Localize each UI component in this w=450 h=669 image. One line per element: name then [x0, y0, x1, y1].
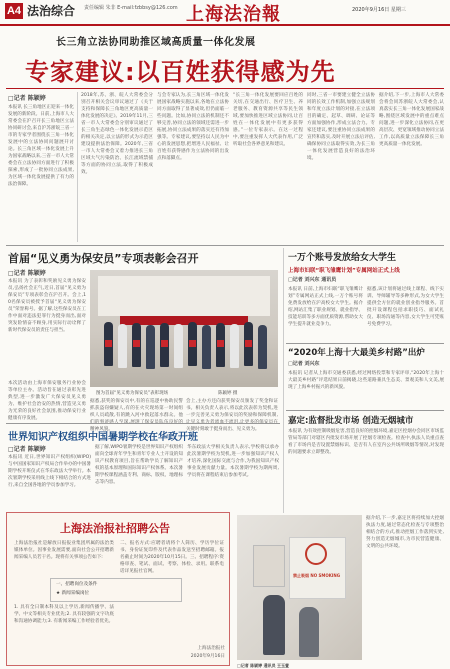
ip-byline: □记者 陈颖婷: [8, 446, 46, 453]
person-figure: [146, 325, 155, 369]
section-name: 法治综合: [27, 4, 76, 18]
certificate-icon: [217, 340, 224, 347]
ip-headline: 世界知识产权组织中国暑期学校在华政开班: [8, 432, 198, 443]
village-byline: □记者 刘兴东: [288, 361, 320, 367]
section-divider: [286, 343, 444, 344]
volunteer-photo-caption: 图为首届“见义勇为保安员”表彰现场: [96, 391, 169, 396]
certificate-icon: [133, 340, 140, 347]
lead-col-5: 同时,三省一市要建立健全立法协同的长效工作机制,加强立法规划和年度立法计划的对接,在立法项目的确定、起草、调研、论证等方面加强协作,形成立法合力。专家还建议,要注重协同立法成果的宣传和落实,及时开展立法后评估,确保协同立法取得实效,为长三角一体化发展营造良好的法治环境。: [307, 93, 375, 161]
photo-backdrop: [98, 276, 270, 316]
ip-col-2: 据了解,WIPO暑期学校是世界知识产权组织面向全球青年学生和青年专业人士开设的知识产权教育项目,旨在帮助学员了解知识产权的基本原理和国际知识产权体系。本次暑期学校课程涵盖专利、商标、版权、地理标志等内容。: [95, 445, 183, 485]
section-divider: [6, 423, 280, 424]
lead-subtitle: 长三角立法协同助推区域高质量一体化发展: [56, 37, 256, 48]
no-smoking-sign: 禁止吸烟 NO SMOKING: [293, 573, 341, 578]
market-headline: 嘉定:监督批发市场 创造无烟城市: [288, 416, 414, 426]
issue-date: 2020年9月16日 星期三: [352, 7, 406, 13]
account-col-1: 本报讯 日前,上海市妇联“职飞雏鹰计划”专属网站正式上线,一万个账号将免费发放给在沪高校女大学生。据介绍,网站汇集了职业规划、就业指导、技能培训等多方面优质资源,帮助女大学生提升就业竞争力。: [288, 287, 363, 327]
col-rule: [77, 92, 78, 242]
lead-byline: □记者 陈颖婷: [8, 95, 46, 102]
recruit-title: 上海法治报社招聘公告: [60, 522, 170, 535]
village-text: 本报讯 记者从上海市交通委获悉,经过网络投票和专家评审,“2020年上海十大最美乡村路”评选结果日前揭晓,这些道路兼具生态美、景观美和人文美,展现了上海乡村振兴的新风貌。: [288, 371, 444, 390]
recruit-box-line-2: ★ 新闻采编岗位: [56, 591, 90, 596]
certificate-icon: [161, 340, 168, 347]
account-col-2: 据悉,该计划将通过线上课程、线下实训、导师辅导等多种形式,为女大学生提供全方位的就业创业指导服务。首批开设课程包括求职技巧、面试礼仪、职场沟通等内容,女大学生可凭账号免费学习。: [367, 287, 444, 327]
market-byline: □记者 陈颖婷 通讯员 王玉萱: [237, 663, 289, 668]
lead-divider: [6, 88, 444, 89]
person-figure: [230, 324, 239, 368]
lead-headline: 专家建议:以百姓获得感为先: [25, 58, 336, 86]
page-badge: A4: [6, 5, 22, 17]
certificate-icon: [189, 340, 196, 347]
recruit-box-line-1: 一、招聘岗位及条件: [56, 582, 98, 587]
page-header: [0, 0, 450, 26]
account-subhead: 上海市妇联“职飞雏鹰计划”专属网站正式上线: [288, 268, 400, 274]
lead-col-6: 据介绍,下一步,上海市人大常委会将会同苏浙皖人大常委会,认真落实长三角一体化发展国家战略,围绕区域发展中的重点难点问题,进一步深化立法协同,在更高层次、更宽领域推动协同立法工作,以高质量立法保障长三角更高质量一体化发展。: [379, 93, 444, 147]
masthead: 上海法治報: [186, 4, 281, 25]
person-figure: [202, 325, 211, 369]
col-rule: [283, 248, 284, 513]
person-figure: [118, 324, 127, 368]
volunteer-photo-credit: 陈颖婷 摄: [218, 391, 238, 396]
editor-email: 责任编辑 朱非 E-mail:fzbbsy@126.com: [84, 5, 178, 11]
volunteer-photo: [90, 270, 278, 387]
market-col-1: 本报讯 为有效控制吸烟危害,营造良好的控烟环境,嘉定区控烟办会同区市场监管局等部门对辖区内批发市场开展了控烟专项检查。检查中,执法人员重点查看了市场内是否设置禁烟标识、是否有人在室内公共场所吸烟等情况,对发现的问题要求立即整改。: [288, 429, 444, 455]
person-figure: [174, 324, 183, 368]
volunteer-col-4: 会上,主办方还向获奖保安员颁发了奖金和证书。相关负责人表示,将以此次表彰为契机,进一步完善见义勇为保安员的奖励和保障机制, 关键时刻敢于挺身而出、见义勇为。: [186, 399, 278, 432]
person-figure: [258, 325, 267, 369]
recruit-requirements: 1. 具有全日制本科及以上学历,新闻传播学、法学、中文等相关专业优先;2. 具有较强的文字功底和沟通协调能力;3. 有新闻采编工作经验者优先。: [14, 605, 114, 624]
volunteer-byline: □记者 陈颖婷: [8, 270, 46, 277]
volunteer-headline: 首届“见义勇为保安员”专项表彰会召开: [8, 252, 199, 265]
ip-col-1: 本报讯 近日,世界知识产权组织(WIPO)与中国国家知识产权局合作举办的中国暑期学校开班仪式在华东政法大学举行。本次暑期学校采用线上线下相结合的方式进行,来自全国各地的学员参加学习。: [8, 455, 91, 488]
person-figure: [263, 595, 285, 655]
lead-col-4: “长三角一体化发展要回应百姓的关切,在交通出行、医疗卫生、养老服务、教育资源共享等民生领域,要加快推进区域立法协同,让百姓在一体化发展中有更多获得感。”一位专家表示。在这一过程中,要注重发挥人大代表作用,广泛听取社会各界意见和建议。: [233, 93, 303, 147]
shelf-shape: [253, 545, 285, 587]
volunteer-col-2: 本次活动由上海市保安服务行业协会等单位主办。活动旨在通过表彰先进典型,进一步激发广大保安员见义勇为、维护社会治安的热情,营造见义勇为光荣的良好社会氛围,推动保安行业健康有序发展。: [8, 381, 86, 421]
volunteer-col-3: 据悉,获奖的保安员中,有的在巡逻中协助民警抓获盗窃嫌疑人,有的在火灾现场第一时间组织人员疏散,有的跳入河中救起落水群众。他 精神风貌。: [90, 399, 183, 432]
recruit-intro: 上海法治报社是解放日报报业集团所属的法治类媒体单位。因事业发展需要,面向社会公开招聘新闻采编人员若干名。现将有关事项公告如下:: [14, 541, 114, 560]
village-headline: “2020年上海十大最美乡村路”出炉: [288, 348, 425, 358]
person-figure: [299, 607, 319, 657]
certificate-icon: [105, 340, 112, 347]
recruit-signoff: 上海法治报社: [197, 646, 225, 651]
section-divider: [286, 410, 444, 411]
market-photo: [237, 515, 362, 660]
lead-col-1: 本报讯 长三角地区正迎来一体化发展的新阶段。日前,上海市人大常委会在沪召开长三角地区立法协同研讨会,来自沪苏浙皖三省一市的专家学者围绕长三角一体化发展中的立法协同问题展开讨论。长三角区域一体化发展上升为国家战略以来,三省一市人大常委会在立法协同方面进行了积极探索,形成了一批协同立法成果,为区域一体化发展提供了有力的法治保障。: [8, 105, 74, 187]
section-divider: [6, 245, 444, 246]
ip-col-3: 华东政法大学相关负责人表示,学校将以承办此次暑期学校为契机,进一步加强知识产权人才培养,深化国际交流与合作,为我国知识产权事业发展贡献力量。本次暑期学校为期两周,学员将在课程结束后参加考试。: [187, 445, 279, 478]
volunteer-col-1: 本报讯 为了表彰和奖励见义勇为保安员,弘扬社会正气,近日,首届“见义勇为保安员”专项表彰会在沪召开。会上,10名保安员被授予首届“见义勇为保安员”荣誉称号。据了解,这些保安员在工作中面对违法犯罪行为挺身而出,面对突发险情奋不顾身,用实际行动诠释了新时代保安员的责任与担当。: [8, 279, 86, 333]
market-col-2: 据介绍,下一步,嘉定区将持续加大控烟执法力度,通过常态化检查与专项整治相结合的方式,推动控烟工作落到实处,努力创造无烟城市,为市民营造健康、文明的公共环境。: [366, 516, 444, 549]
lead-col-2: 2018年,苏、浙、皖人大常委会分别召开相关会议审议通过了《关于支持和保障长三角地区更高质量一体化发展的决定》。2019年11月,三省一市人大常委会分别审议通过了长三角生态绿色一体化发展示范区的相关决定,以立法的形式为示范区建设提供法治保障。2020年,三省一市人大常委会又着力推进长三角区域大气污染防治、长江流域禁捕等方面的协同立法,取得了积极成效。: [81, 93, 153, 175]
recruit-signoff-date: 2020年9月16日: [190, 654, 225, 659]
account-headline: 一万个账号发放给女大学生: [288, 253, 397, 263]
lead-col-3: 与会专家认为,长三角区域一体化发展国家战略实施以来,各地在立法协同方面取得了显著成效,但仍面临一些问题。比如,协同立法的机制还不够完善,协同立法的领域还需进一步拓展,协同立法成果的落实还有待加强等。专家建议,要坚持以人民为中心的发展思想,把增进人民福祉、让百姓有获得感作为立法协同的出发点和落脚点。: [157, 93, 229, 161]
recruit-application: 二、报名方式:应聘者请将个人简历、学历学位证书、身份证复印件及代表作品发送至招聘邮箱。报名截止时间为2020年10月15日。三、招聘程序:资格审查、笔试、面试、考察、体检、录用。联系电话详见报社官网。: [120, 541, 224, 574]
certificate-icon: [245, 340, 252, 347]
no-smoking-icon: [305, 543, 327, 565]
account-byline: □记者 刘兴东 通讯员: [288, 277, 337, 283]
